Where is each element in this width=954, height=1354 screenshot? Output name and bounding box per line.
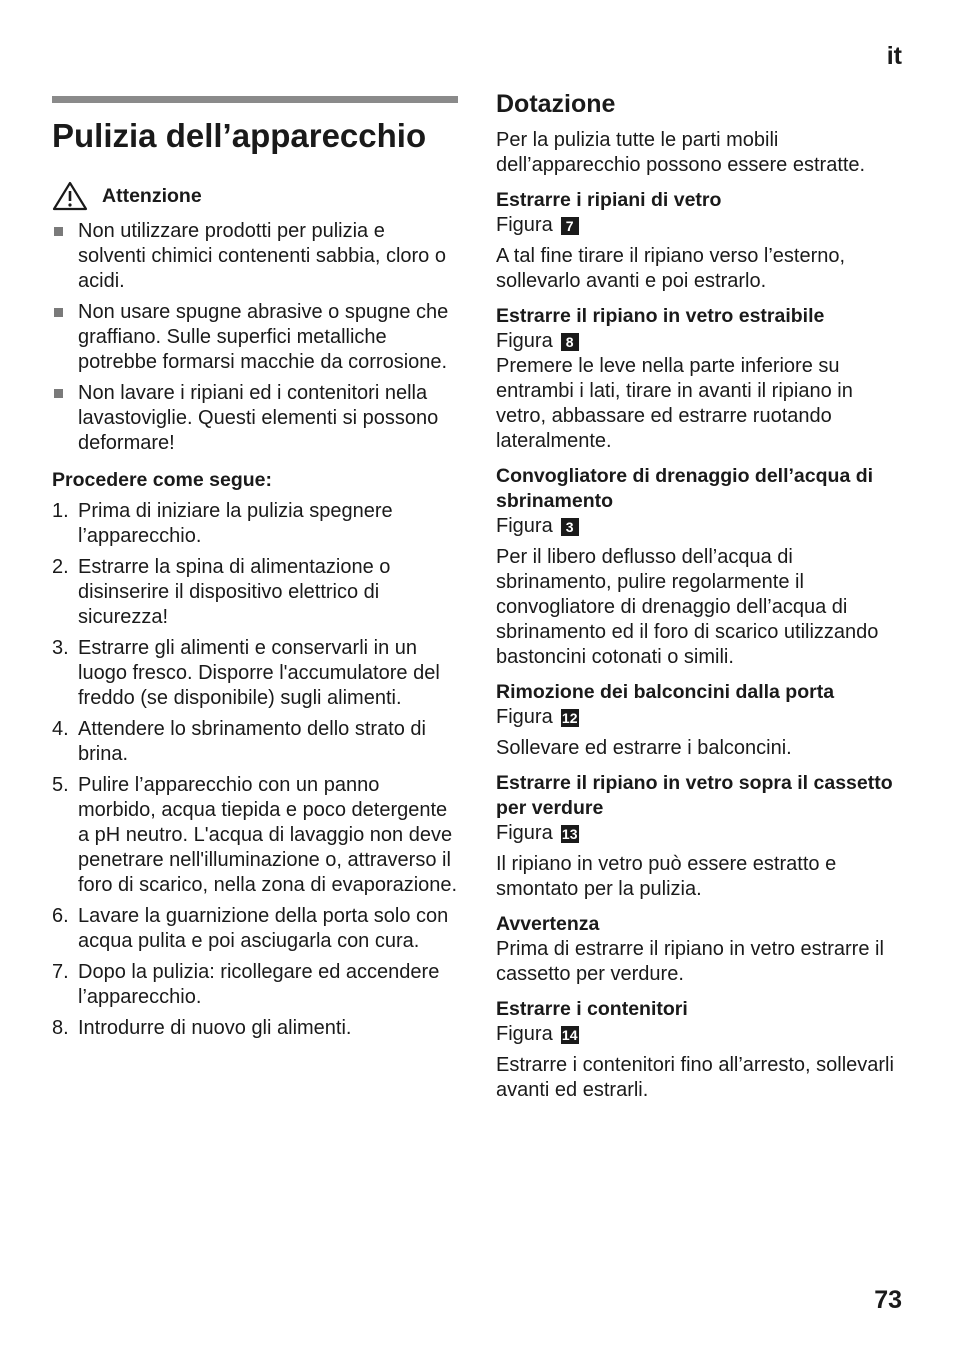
list-item [52,381,458,456]
figure-number-badge: 8 [561,333,579,351]
step-item [52,717,458,767]
subsection-text: Per il libero deflusso dell’acqua di sbrinamento, pulire regolarmente il convogliatore di drenaggio dell’acqua di sbrinamento ed il foro di scarico utilizzando bastoncini cotonati o simili. [496,546,879,668]
step-text: Introdurre di nuovo gli alimenti. [78,1017,352,1039]
step-number: 5. [52,774,69,796]
step-text: Lavare la guarnizione della porta solo con acqua pulita e poi asciugarla con cura. [78,905,449,952]
list-item-text: Non lavare i ripiani ed i contenitori nella lavastoviglie. Questi elementi si possono deformare! [78,382,439,454]
subsection-title: Convogliatore di drenaggio dell’acqua di sbrinamento [496,465,874,512]
subsection-text: Il ripiano in vetro può essere estratto e smontato per la pulizia. [496,853,837,900]
figure-label: Figura [496,822,553,844]
left-column [52,96,458,1047]
warning-list [52,219,458,456]
subsection-title: Estrarre i ripiani di vetro [496,189,722,211]
step-number: 7. [52,961,69,983]
step-item [52,960,458,1010]
section-title: Dotazione [496,90,616,118]
note-title: Avvertenza [496,913,600,935]
warning-triangle-icon [52,181,88,211]
figure-reference [496,514,579,539]
figure-reference [496,705,579,730]
step-number: 1. [52,500,69,522]
step-text: Estrarre la spina di alimentazione o disinserire il dispositivo elettrico di sicurezza! [78,556,391,628]
step-item [52,1016,458,1041]
subsection-title: Estrarre il ripiano in vetro estraibile [496,305,825,327]
list-item-text: Non usare spugne abrasive o spugne che graffiano. Sulle superfici metalliche potrebbe formarsi macchie da corrosione. [78,301,449,373]
step-number: 8. [52,1017,69,1039]
warning-label: Attenzione [102,184,202,207]
step-item [52,499,458,549]
subsection-text: Sollevare ed estrarre i balconcini. [496,737,792,759]
subsection-text: A tal fine tirare il ripiano verso l’esterno, sollevarlo avanti e poi estrarlo. [496,245,846,292]
step-number: 4. [52,718,69,740]
figure-number-badge: 14 [561,1026,578,1043]
step-text: Attendere lo sbrinamento dello strato di brina. [78,718,426,765]
figure-number-badge: 3 [561,518,579,536]
list-item-text: Non utilizzare prodotti per pulizia e solventi chimici contenenti sabbia, cloro o acidi. [78,220,446,292]
step-text: Dopo la pulizia: ricollegare ed accendere l’apparecchio. [78,961,440,1008]
step-text: Pulire l’apparecchio con un panno morbido, acqua tiepida e poco detergente a pH neutro. L'acqua di lavaggio non deve penetrare nell'illuminazione o, attraverso il foro di scarico, nella zona di evaporazione. [78,774,458,896]
figure-reference [496,1022,579,1047]
step-number: 6. [52,905,69,927]
warning-heading [52,181,458,211]
step-item [52,773,458,898]
bullet-square-icon [54,227,63,236]
step-item [52,636,458,711]
figure-reference [496,213,579,238]
subsection-title: Estrarre il ripiano in vetro sopra il cassetto per verdure [496,772,893,819]
step-item [52,904,458,954]
intro-text: Per la pulizia tutte le parti mobili dell’apparecchio possono essere estratte. [496,129,866,176]
figure-reference [496,821,579,846]
language-code: it [886,42,902,70]
list-item [52,300,458,375]
figure-label: Figura [496,1023,553,1045]
figure-label: Figura [496,515,553,537]
step-number: 3. [52,637,69,659]
figure-reference [496,329,579,354]
step-item [52,555,458,630]
subsection-title: Rimozione dei balconcini dalla porta [496,681,835,703]
figure-number-badge: 7 [561,217,579,235]
step-text: Estrarre gli alimenti e conservarli in un luogo fresco. Disporre l'accumulatore del freddo (se disponibile) sugli alimenti. [78,637,440,709]
subsection-title: Estrarre i contenitori [496,998,688,1020]
figure-label: Figura [496,214,553,236]
bullet-square-icon [54,308,63,317]
note-text: Prima di estrarre il ripiano in vetro estrarre il cassetto per verdure. [496,938,884,985]
bullet-square-icon [54,389,63,398]
subsection-text: Estrarre i contenitori fino all’arresto, sollevarli avanti ed estrarli. [496,1054,894,1101]
subsection-text: Premere le leve nella parte inferiore su entrambi i lati, tirare in avanti il ripiano in vetro, abbassare ed estrarre ruotando lateralmente. [496,355,853,452]
figure-label: Figura [496,330,553,352]
figure-label: Figura [496,706,553,728]
page-title: Pulizia dell’apparecchio [52,117,427,154]
right-column [496,88,906,1103]
page-number: 73 [874,1286,902,1314]
list-item [52,219,458,294]
procedure-title: Procedere come segue: [52,469,273,491]
step-text: Prima di iniziare la pulizia spegnere l’apparecchio. [78,500,393,547]
figure-number-badge: 12 [561,709,578,726]
procedure-steps [52,499,458,1041]
step-number: 2. [52,556,69,578]
figure-number-badge: 13 [561,825,578,842]
section-divider [52,96,458,103]
